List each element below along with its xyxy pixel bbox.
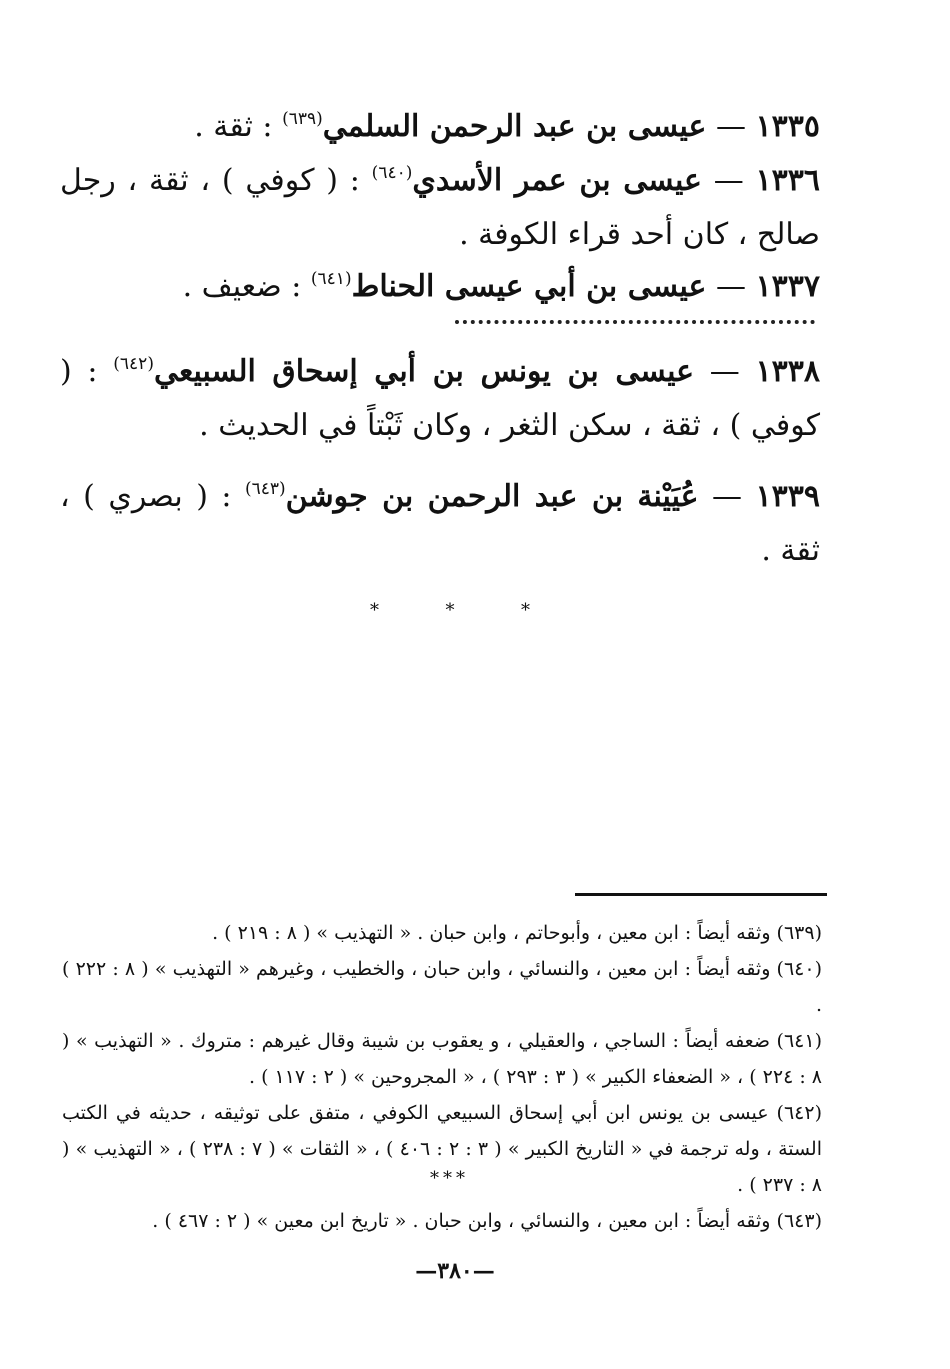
footnote-643: (٦٤٣) وثقه أيضاً : ابن معين ، والنسائي ، وابن حبان . « تاريخ ابن معين » ( ٢ : ٤٦٧ ) . [152, 1210, 822, 1232]
entry-text: : ضعيف . [182, 269, 302, 304]
entry-number: ١٣٣٨ [755, 354, 820, 389]
entry-1339 [60, 462, 820, 578]
footnote-ref: (٦٤١) [310, 269, 352, 289]
footnote-641: (٦٤١) ضعفه أيضاً : الساجي ، والعقيلي ، و يعقوب بن شيبة وقال غيرهم : متروك . « التهذيب » ( ٨ : ٢٢٤ ) ، « الضعفاء الكبير » ( ٣ : ٢٩٣ ) ، « المجروحين » ( ٢ : ١١٧ ) . [62, 1030, 822, 1088]
entry-dash: — [701, 163, 744, 198]
entry-dash: — [698, 479, 743, 514]
footnote-ref: (٦٤٣) [244, 479, 286, 499]
entry-dash: — [694, 354, 740, 389]
entry-name: عيسى بن يونس بن أبي إسحاق السبيعي [153, 354, 695, 389]
star-glyph: * [521, 600, 530, 621]
entry-number: ١٣٣٧ [755, 269, 820, 304]
entry-number: ١٣٣٩ [755, 479, 820, 514]
entry-text: : ( كوفي ) ، ثقة ، رجل صالح ، كان أحد قراء الكوفة . [60, 163, 820, 252]
entry-text: : ( كوفي ) ، ثقة ، سكن الثغر ، وكان ثَبْتاً في الحديث . [60, 354, 820, 443]
entry-1337 [60, 252, 820, 314]
page-number: —٣٨٠— [415, 1258, 495, 1284]
entry-dash: — [706, 109, 746, 144]
footnote-ref: (٦٤٠) [371, 163, 413, 183]
entry-number: ١٣٣٦ [755, 163, 820, 198]
entry-dash: — [706, 269, 746, 304]
entry-name: عيسى بن أبي عيسى الحناط [351, 269, 707, 304]
footnote-640: (٦٤٠) وثقه أيضاً : ابن معين ، والنسائي ، وابن حبان ، والخطيب ، وغيرهم « التهذيب » ( ٨ : ٢٢٢ ) . [62, 958, 823, 1016]
entry-number: ١٣٣٥ [755, 109, 820, 144]
footnote-rule [575, 893, 827, 896]
entry-1338 [60, 337, 820, 453]
footnote-642: (٦٤٢) عيسى بن يونس ابن أبي إسحاق السبيعي الكوفي ، متفق على توثيقه ، حديثه في الكتب الستة ، وله ترجمة في « التاريخ الكبير » ( ٣ : ٢ : ٤٠٦ ) ، « الثقات » ( ٧ : ٢٣٨ ) ، « التهذيب » ( ٨ : ٢٣٧ ) . [62, 1102, 823, 1196]
footer-stars: *** [430, 1168, 469, 1189]
section-stars [370, 600, 530, 621]
entry-text: : ثقة . [194, 109, 273, 144]
entry-text: : ( بصري ) ، ثقة . [60, 479, 820, 568]
dotted-separator [455, 320, 815, 324]
entry-name: عيسى بن عمر الأسدي [412, 163, 702, 198]
footnote-639: (٦٣٩) وثقه أيضاً : ابن معين ، وأبوحاتم ، وابن حبان . « التهذيب » ( ٨ : ٢١٩ ) . [212, 922, 822, 944]
star-glyph: * [445, 600, 455, 621]
entry-name: عيسى بن عبد الرحمن السلمي [322, 109, 707, 144]
entry-1335 [60, 92, 820, 154]
entry-name: عُيَيْنة بن عبد الرحمن بن جوشن [285, 479, 699, 514]
entry-1336 [60, 146, 820, 262]
footnote-ref: (٦٣٩) [282, 109, 323, 129]
star-glyph: * [370, 600, 379, 621]
footnotes-section [62, 915, 822, 1239]
footnote-ref: (٦٤٢) [113, 354, 154, 374]
